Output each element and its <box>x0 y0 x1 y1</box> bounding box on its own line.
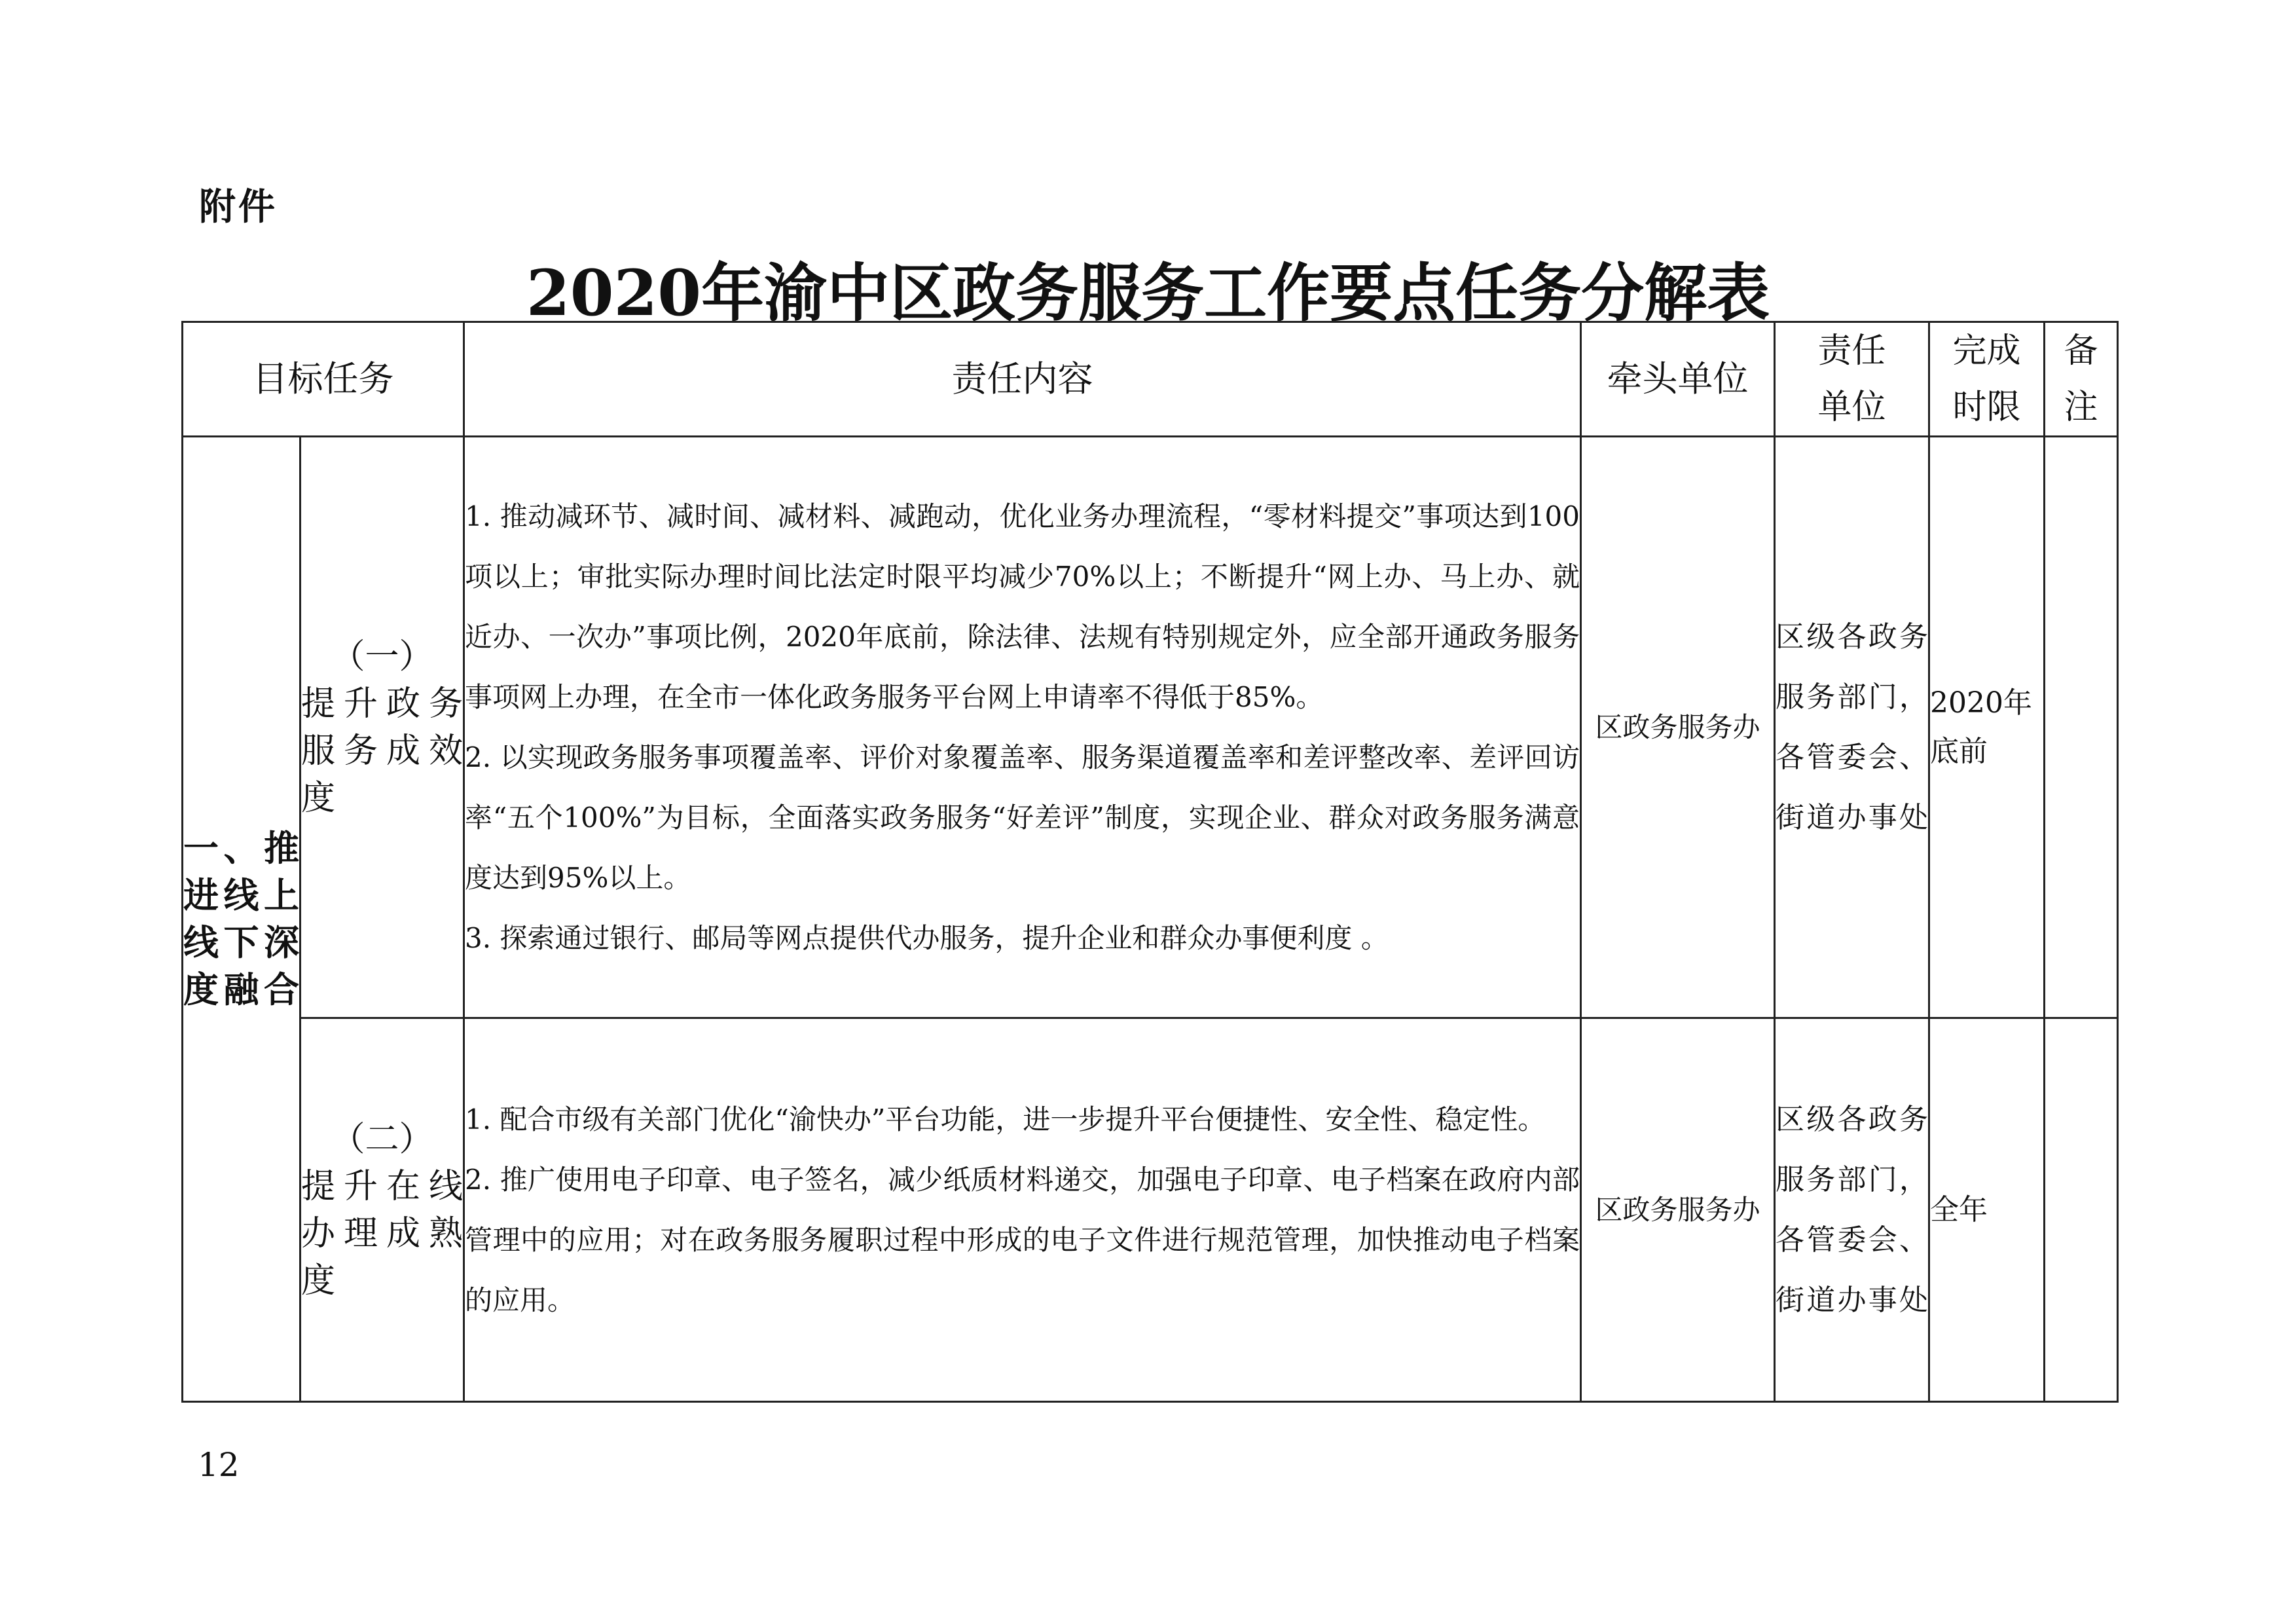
header-content: 责任内容 <box>464 322 1581 437</box>
header-target: 目标任务 <box>183 322 464 437</box>
table-row <box>183 1018 2118 1402</box>
category-label: 一、推进线上线下深度融合 <box>183 437 301 1402</box>
subtask-index: （二） <box>331 1119 433 1159</box>
responsible-units: 区级各政务服务部门，各管委会、街道办事处 <box>1775 437 1929 1018</box>
content-item: 3. 探索通过银行、邮局等网点提供代办服务，提升企业和群众办事便利度 。 <box>465 921 1389 954</box>
subtask-index: （一） <box>331 637 433 676</box>
note <box>2045 1018 2118 1402</box>
task-breakdown-table <box>181 321 2119 1403</box>
deadline: 2020年底前 <box>1929 437 2045 1018</box>
content-item: 2. 以实现政务服务事项覆盖率、评价对象覆盖率、服务渠道覆盖率和差评整改率、差评回访率“五个100%”为目标，全面落实政务服务“好差评”制度，实现企业、群众对政务服务满意度达到95%以上。 <box>465 741 1580 894</box>
lead-unit: 区政务服务办 <box>1581 1018 1775 1402</box>
table-row <box>183 437 2118 1018</box>
header-note: 备注 <box>2045 322 2118 437</box>
responsibility-content <box>464 437 1581 1018</box>
lead-unit: 区政务服务办 <box>1581 437 1775 1018</box>
header-responsible-unit: 责任单位 <box>1775 322 1929 437</box>
content-item: 1. 推动减环节、减时间、减材料、减跑动，优化业务办理流程，“零材料提交”事项达到100项以上；审批实际办理时间比法定时限平均减少70%以上；不断提升“网上办、马上办、就近办、一次办”事项比例，2020年底前，除法律、法规有特别规定外，应全部开通政务服务事项网上办理，在全市一体化政务服务平台网上申请率不得低于85%。 <box>465 500 1580 713</box>
attachment-label: 附件 <box>199 186 278 229</box>
responsibility-content <box>464 1018 1581 1402</box>
content-item: 1. 配合市级有关部门优化“渝快办”平台功能，进一步提升平台便捷性、安全性、稳定性。 <box>465 1103 1546 1135</box>
responsible-units: 区级各政务服务部门，各管委会、街道办事处 <box>1775 1018 1929 1402</box>
subtask-label <box>301 437 464 1018</box>
header-row <box>183 322 2118 437</box>
note <box>2045 437 2118 1018</box>
page-number: 12 <box>198 1446 240 1484</box>
subtask-title: 提升政务服务成效度 <box>301 684 463 818</box>
subtask-label <box>301 1018 464 1402</box>
header-lead-unit: 牵头单位 <box>1581 322 1775 437</box>
subtask-title: 提升在线办理成熟度 <box>301 1166 463 1301</box>
header-deadline: 完成时限 <box>1929 322 2045 437</box>
content-item: 2. 推广使用电子印章、电子签名，减少纸质材料递交，加强电子印章、电子档案在政府内部管理中的应用；对在政务服务履职过程中形成的电子文件进行规范管理，加快推动电子档案的应用。 <box>465 1163 1580 1316</box>
deadline: 全年 <box>1929 1018 2045 1402</box>
document-title: 2020年渝中区政务服务工作要点任务分解表 <box>526 256 1770 330</box>
